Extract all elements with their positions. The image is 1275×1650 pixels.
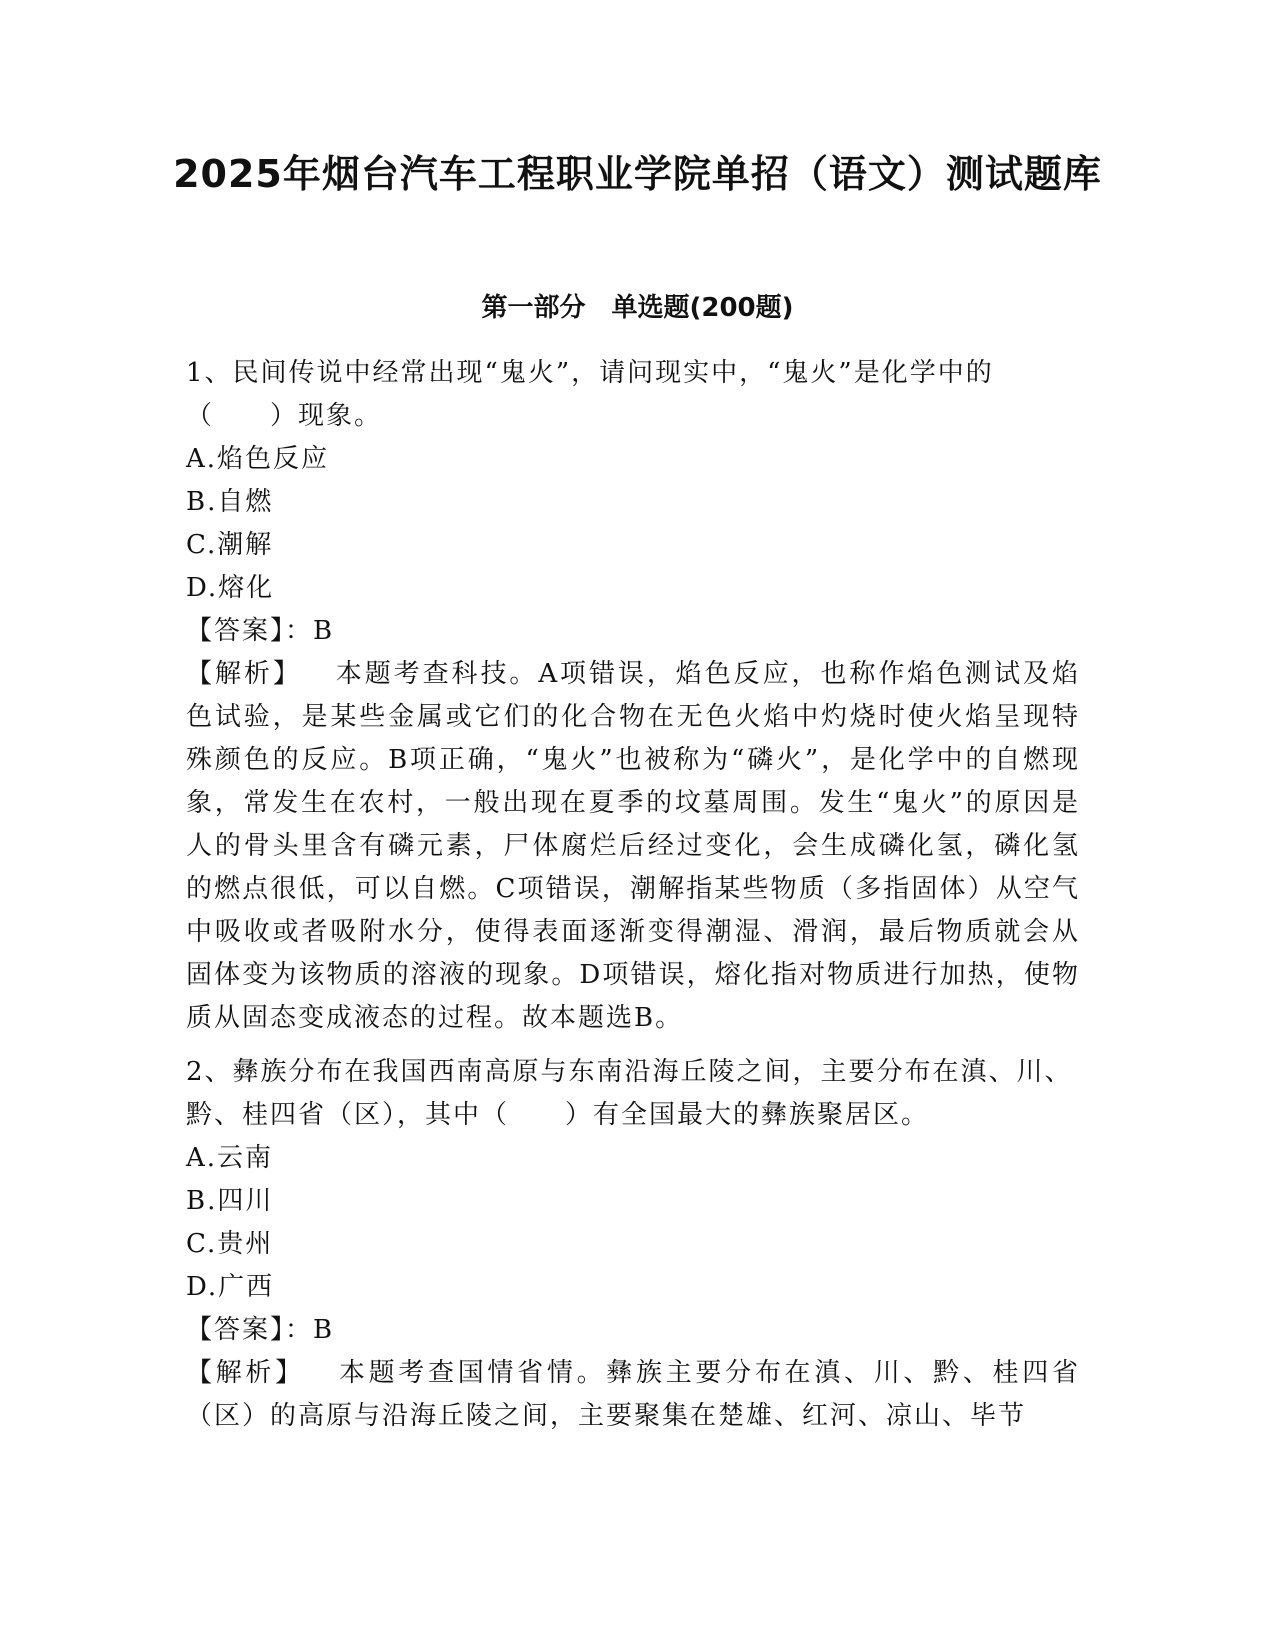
question-list bbox=[186, 352, 1080, 1438]
option-c: C.潮解 bbox=[186, 530, 274, 560]
question-item bbox=[186, 352, 1080, 1040]
explanation-text: 本题考查国情省情。彝族主要分布在滇、川、黔、桂四省（区）的高原与沿海丘陵之间，主要聚集在楚雄、红河、凉山、毕节 bbox=[186, 1358, 1080, 1431]
option-d: D.熔化 bbox=[186, 573, 275, 603]
option-a: A.云南 bbox=[186, 1143, 274, 1173]
question-item bbox=[186, 1051, 1080, 1438]
option-c: C.贵州 bbox=[186, 1229, 274, 1259]
section-heading: 第一部分 单选题(200题) bbox=[481, 293, 794, 323]
explanation-label: 【解析】 bbox=[186, 659, 302, 689]
question-spacer bbox=[186, 1040, 1080, 1051]
option-b: B.四川 bbox=[186, 1186, 274, 1216]
answer-line: 【答案】：B bbox=[186, 616, 335, 646]
answer-line: 【答案】：B bbox=[186, 1315, 335, 1345]
explanation-label: 【解析】 bbox=[186, 1358, 305, 1388]
question-stem: 2、彝族分布在我国西南高原与东南沿海丘陵之间，主要分布在滇、川、黔、桂四省（区），其中（ ）有全国最大的彝族聚居区。 bbox=[186, 1057, 1073, 1130]
document-title: 2025年烟台汽车工程职业学院单招（语文）测试题库 bbox=[173, 152, 1102, 196]
option-a: A.焰色反应 bbox=[186, 444, 330, 474]
option-d: D.广西 bbox=[186, 1272, 275, 1302]
question-stem: 1、民间传说中经常出现“鬼火”，请问现实中，“鬼火”是化学中的（ ）现象。 bbox=[186, 358, 994, 431]
option-b: B.自燃 bbox=[186, 487, 274, 517]
explanation bbox=[186, 1352, 1080, 1438]
explanation-text: 本题考查科技。A项错误，焰色反应，也称作焰色测试及焰色试验，是某些金属或它们的化合物在无色火焰中灼烧时使火焰呈现特殊颜色的反应。B项正确，“鬼火”也被称为“磷火”，是化学中的自燃现象，常发生在农村，一般出现在夏季的坟墓周围。发生“鬼火”的原因是人的骨头里含有磷元素，尸体腐烂后经过变化，会生成磷化氢，磷化氢的燃点很低，可以自燃。C项错误，潮解指某些物质（多指固体）从空气中吸收或者吸附水分，使得表面逐渐变得潮湿、滑润，最后物质就会从固体变为该物质的溶液的现象。D项错误，熔化指对物质进行加热，使物质从固态变成液态的过程。故本题选B。 bbox=[186, 659, 1080, 1033]
explanation bbox=[186, 653, 1080, 1040]
